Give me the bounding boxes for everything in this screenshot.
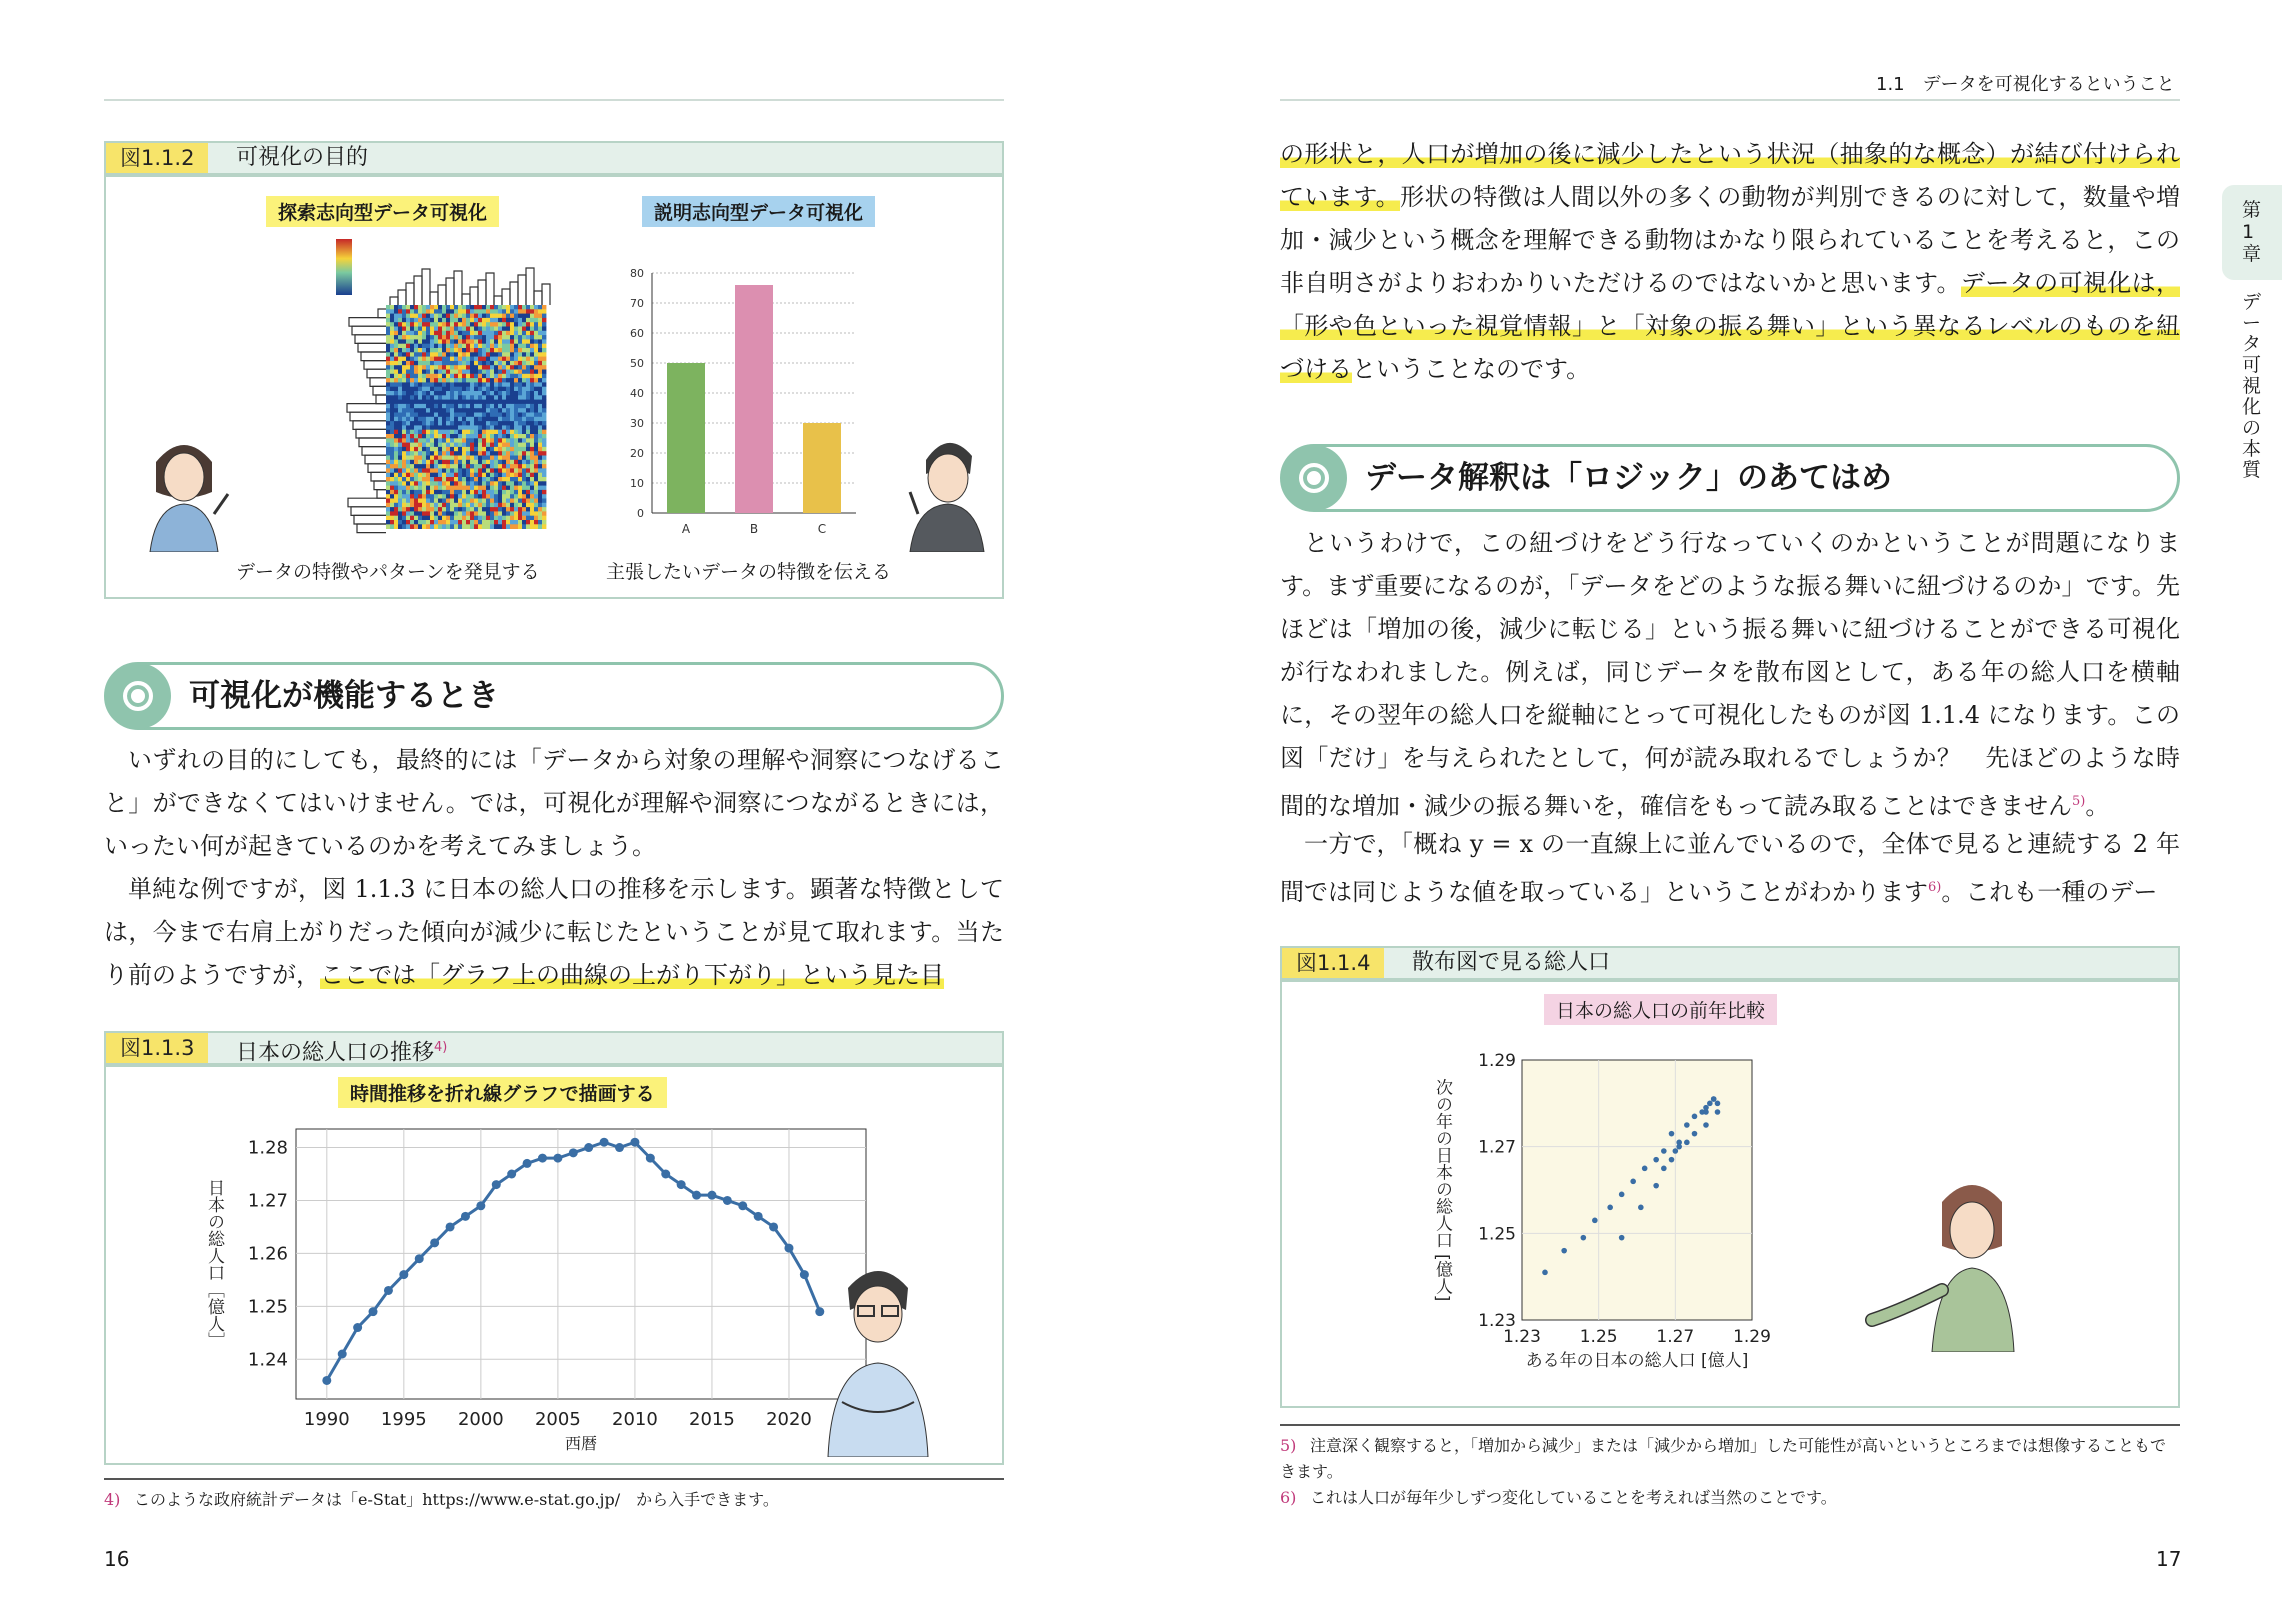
scatter-point-11 <box>1684 1122 1690 1128</box>
woman-pointing-illustration <box>134 422 234 552</box>
bar-ytick-6: 60 <box>630 327 644 340</box>
line-point-2002 <box>507 1170 516 1179</box>
dendrogram-left <box>347 309 386 533</box>
scatter-point-1 <box>1561 1248 1567 1254</box>
right-paragraph-2 <box>1280 522 2180 828</box>
fig114-tag: 日本の総人口の前年比較 <box>1544 994 1777 1025</box>
scatter-ylabel: 次の年の日本の総人口 [億人] <box>1432 1078 1452 1302</box>
left-p1-text: いずれの目的にしても，最終的には「データから対象の理解や洞察につなげること」ができなくてはいけません。では，可視化が理解や洞察につながるときには，いったい何が起きているのかを考えてみましょう。 <box>104 746 1004 860</box>
scatter-point-23 <box>1684 1140 1690 1146</box>
line-point-2009 <box>615 1143 624 1152</box>
line-point-2003 <box>523 1159 532 1168</box>
footnote-6-number: 6) <box>1280 1488 1297 1507</box>
scatter-point-18 <box>1715 1101 1721 1107</box>
fig113-title-wrap <box>236 1033 448 1066</box>
fig112-title: 可視化の目的 <box>236 145 369 170</box>
fig113-number: 図1.1.3 <box>106 1033 208 1063</box>
right-p2-end: 。 <box>2085 792 2110 820</box>
scatter-point-8 <box>1653 1157 1659 1163</box>
line-point-2010 <box>630 1138 639 1147</box>
line-ylabel: 日本の総人口［億人］ <box>204 1179 224 1349</box>
fig112-explain-tag: 説明志向型データ可視化 <box>642 196 875 227</box>
bar-ytick-1: 10 <box>630 477 644 490</box>
left-p2-text: 単純な例ですが，図 1.1.3 に日本の総人口の推移を示します。顕著な特徴としては，今まで右肩上がりだった傾向が減少に転じたということが見て取れます。当たり前のようですが， <box>104 875 1004 989</box>
scatter-point-0 <box>1542 1270 1548 1276</box>
line-ytick-3: 1.27 <box>247 1190 288 1212</box>
line-point-2019 <box>769 1222 778 1231</box>
section-heading-visualization-works <box>104 662 1004 730</box>
line-xtick-0: 1990 <box>303 1409 350 1430</box>
footnote-ref-5: 5) <box>2072 794 2086 809</box>
line-point-1993 <box>369 1307 378 1316</box>
scatter-point-21 <box>1703 1122 1709 1128</box>
right-p3-text: 一方で，「概ね y = x の一直線上に並んでいるので，全体で見ると連続する 2 年間では同じような値を取っている」ということがわかります <box>1280 830 2180 906</box>
target-icon <box>105 663 171 729</box>
left-paragraph-2 <box>104 868 1004 997</box>
bar-ytick-4: 40 <box>630 387 644 400</box>
right-paragraph-3 <box>1280 823 2180 914</box>
scatter-xtick-1: 1.25 <box>1579 1327 1618 1347</box>
footnote-5-number: 5) <box>1280 1436 1297 1455</box>
top-rule-right <box>1280 99 2180 101</box>
scatter-point-19 <box>1711 1096 1717 1102</box>
line-point-1992 <box>353 1323 362 1332</box>
footnote-4-text: このような政府統計データは「e-Stat」https://www.e-stat.go.jp/ から入手できます。 <box>134 1490 779 1509</box>
scatter-plot-area <box>1522 1060 1752 1320</box>
line-xtick-3: 2005 <box>534 1409 581 1430</box>
bar-ytick-7: 70 <box>630 297 644 310</box>
top-rule-left <box>104 99 1004 101</box>
fig113-footnote-ref: 4) <box>434 1040 448 1055</box>
scatter-point-15 <box>1703 1105 1709 1111</box>
line-plot-area <box>296 1129 866 1399</box>
target-icon-2 <box>1281 445 1347 511</box>
running-header: 1.1 データを可視化するということ <box>1876 74 2175 95</box>
dendrogram-top <box>390 268 550 305</box>
fig112-number: 図1.1.2 <box>106 143 208 173</box>
scatter-point-31 <box>1619 1235 1625 1241</box>
line-point-1996 <box>415 1254 424 1263</box>
scatter-point-22 <box>1692 1131 1698 1137</box>
fig114-scatter-chart <box>1422 1022 1842 1406</box>
bar-ytick-8: 80 <box>630 267 644 280</box>
line-point-2018 <box>754 1212 763 1221</box>
fig112-explain-caption: 主張したいデータの特徴を伝える <box>606 561 892 583</box>
fig113-header <box>104 1031 1004 1065</box>
chapter-tab <box>2222 185 2282 280</box>
scatter-point-7 <box>1642 1166 1648 1172</box>
footnote-4 <box>104 1487 1004 1513</box>
scatter-xtick-0: 1.23 <box>1503 1327 1541 1347</box>
scatter-point-6 <box>1630 1179 1636 1185</box>
fig114-body <box>1280 980 2180 1408</box>
fig113-title: 日本の総人口の推移 <box>236 1040 435 1066</box>
right-p1-end: ということなのです。 <box>1352 355 1591 383</box>
bar-ytick-5: 50 <box>630 357 644 370</box>
woman-presenting-illustration <box>1842 1172 2042 1352</box>
footnote-6 <box>1280 1485 2180 1511</box>
man-with-glasses-illustration <box>818 1252 938 1457</box>
line-point-1990 <box>322 1376 331 1385</box>
section1-title: 可視化が機能するとき <box>189 678 499 714</box>
page-number-right: 17 <box>2156 1547 2182 1571</box>
line-point-2012 <box>661 1170 670 1179</box>
scatter-point-3 <box>1592 1218 1598 1224</box>
line-point-2008 <box>600 1138 609 1147</box>
fig113-tag: 時間推移を折れ線グラフで描画する <box>338 1077 667 1108</box>
line-point-2000 <box>476 1201 485 1210</box>
bar-ytick-0: 0 <box>637 507 644 520</box>
line-point-2005 <box>553 1154 562 1163</box>
bar-A <box>667 363 705 513</box>
scatter-point-5 <box>1619 1192 1625 1198</box>
line-ytick-0: 1.24 <box>247 1349 288 1371</box>
right-p1-text: 形状の特徴は人間以外の多くの動物が判別できるのに対して，数量や増加・減少という概念を理解できる動物はかなり限られていることを考えると，この非自明さがよりおわかりいただけるのではないかと思います。 <box>1280 183 2180 297</box>
scatter-point-9 <box>1661 1148 1667 1154</box>
scatter-xtick-3: 1.29 <box>1733 1327 1771 1347</box>
scatter-ytick-1: 1.25 <box>1478 1224 1516 1245</box>
man-pointing-illustration <box>896 422 996 552</box>
line-point-2013 <box>677 1180 686 1189</box>
line-point-2016 <box>723 1196 732 1205</box>
line-ytick-1: 1.25 <box>247 1296 288 1318</box>
scatter-point-12 <box>1692 1114 1698 1120</box>
line-xtick-6: 2020 <box>766 1409 812 1430</box>
line-point-1998 <box>446 1222 455 1231</box>
left-p2-highlight: ここでは「グラフ上の曲線の上がり下がり」という見た目 <box>320 961 944 989</box>
fig114-number: 図1.1.4 <box>1282 948 1384 978</box>
scatter-ytick-3: 1.29 <box>1478 1051 1516 1071</box>
scatter-point-16 <box>1707 1101 1713 1107</box>
fig112-body <box>104 175 1004 599</box>
right-paragraph-1 <box>1280 133 2180 391</box>
fig114-header <box>1280 946 2180 980</box>
line-ytick-2: 1.26 <box>247 1243 288 1265</box>
bar-B <box>735 285 773 513</box>
section-heading-logic <box>1280 444 2180 512</box>
footnote-ref-6: 6) <box>1928 880 1942 895</box>
heatmap-dendrogram-image <box>226 235 656 535</box>
footnote-rule-right <box>1280 1424 2180 1426</box>
footnote-5-text: 注意深く観察すると，「増加から減少」または「減少から増加」した可能性が高いというところまでは想像することもできます。 <box>1280 1436 2167 1481</box>
scatter-ytick-2: 1.27 <box>1478 1137 1516 1158</box>
footnote-4-number: 4) <box>104 1490 121 1509</box>
bar-ytick-2: 20 <box>630 447 644 460</box>
line-point-2006 <box>569 1148 578 1157</box>
scatter-point-28 <box>1661 1166 1667 1172</box>
heatmap-colorbar <box>336 239 352 295</box>
fig112-bar-chart <box>606 263 866 553</box>
bar-C <box>803 423 841 513</box>
footnote-6-text: これは人口が毎年少しずつ変化していることを考えれば当然のことです。 <box>1310 1488 1837 1507</box>
fig112-explore-tag: 探索志向型データ可視化 <box>266 196 499 227</box>
scatter-point-4 <box>1607 1205 1613 1211</box>
scatter-point-29 <box>1653 1183 1659 1189</box>
scatter-point-26 <box>1673 1148 1679 1154</box>
scatter-ytick-0: 1.23 <box>1478 1311 1516 1331</box>
scatter-point-25 <box>1676 1144 1682 1150</box>
page-number-left: 16 <box>104 1547 130 1571</box>
line-point-2001 <box>492 1180 501 1189</box>
fig112-explore-caption: データの特徴やパターンを発見する <box>236 561 540 583</box>
line-point-2017 <box>738 1201 747 1210</box>
bar-label-B: B <box>749 522 759 536</box>
line-point-1995 <box>399 1270 408 1279</box>
line-point-2020 <box>784 1244 793 1253</box>
fig114-title: 散布図で見る総人口 <box>1412 950 1611 975</box>
bar-label-C: C <box>817 522 827 536</box>
scatter-xtick-2: 1.27 <box>1656 1327 1695 1347</box>
scatter-xlabel: ある年の日本の総人口 [億人] <box>1525 1351 1749 1371</box>
chapter-tab-title: データ可視化の本質 <box>2242 291 2262 481</box>
right-p1-highlight-1: の形状と，人口が増加の後に減少したという状況（抽象的な概念）が結び付けられています。 <box>1280 140 2180 211</box>
fig113-body <box>104 1065 1004 1465</box>
scatter-point-30 <box>1638 1205 1644 1211</box>
line-point-2014 <box>692 1191 701 1200</box>
chapter-tab-label: 第1章 <box>2242 199 2262 265</box>
line-xtick-5: 2015 <box>689 1409 735 1430</box>
scatter-point-27 <box>1669 1157 1675 1163</box>
bar-label-A: A <box>681 522 691 536</box>
line-xlabel: 西暦 <box>564 1434 598 1453</box>
line-point-2007 <box>584 1143 593 1152</box>
scatter-point-10 <box>1669 1131 1675 1137</box>
line-point-2015 <box>707 1191 716 1200</box>
line-point-2004 <box>538 1154 547 1163</box>
bar-ytick-3: 30 <box>630 417 644 430</box>
line-point-1994 <box>384 1286 393 1295</box>
line-point-2021 <box>800 1270 809 1279</box>
footnote-rule-left <box>104 1478 1004 1480</box>
section2-title: データ解釈は「ロジック」のあてはめ <box>1365 460 1892 496</box>
line-xtick-1: 1995 <box>380 1409 427 1430</box>
line-ytick-4: 1.28 <box>247 1137 288 1159</box>
line-xtick-4: 2010 <box>612 1409 658 1430</box>
left-paragraph-1 <box>104 739 1004 868</box>
heatmap-cells <box>386 305 546 529</box>
line-point-1997 <box>430 1238 439 1247</box>
footnote-5 <box>1280 1433 2180 1485</box>
line-point-2011 <box>646 1154 655 1163</box>
right-p2-text: というわけで，この紐づけをどう行なっていくのかということが問題になります。まず重要になるのが，「データをどのような振る舞いに紐づけるのか」です。先ほどは「増加の後，減少に転じる」という振る舞いに紐づけることができる可視化が行なわれました。例えば，同じデータを散布図として，ある年の総人口を横軸に，その翌年の総人口を縦軸にとって可視化したものが図 1.1.4 になります。この図「だけ」を与えられたとして，何が読み取れるでしょうか？ 先ほどのような時間的な増加・減少の振る舞いを，確信をもって読み取ることはできません <box>1280 529 2180 820</box>
fig112-header <box>104 141 1004 175</box>
scatter-point-20 <box>1715 1109 1721 1115</box>
line-xtick-2: 2000 <box>457 1409 504 1430</box>
right-p1-highlight-2: データの可視化は，「形や色といった視覚情報」と「対象の振る舞い」という異なるレベルのものを紐づける <box>1280 269 2180 383</box>
right-p3-end: 。これも一種のデー <box>1941 878 2158 906</box>
fig113-line-chart <box>166 1123 886 1459</box>
line-point-1991 <box>338 1350 347 1359</box>
line-point-1999 <box>461 1212 470 1221</box>
scatter-point-2 <box>1581 1235 1587 1241</box>
